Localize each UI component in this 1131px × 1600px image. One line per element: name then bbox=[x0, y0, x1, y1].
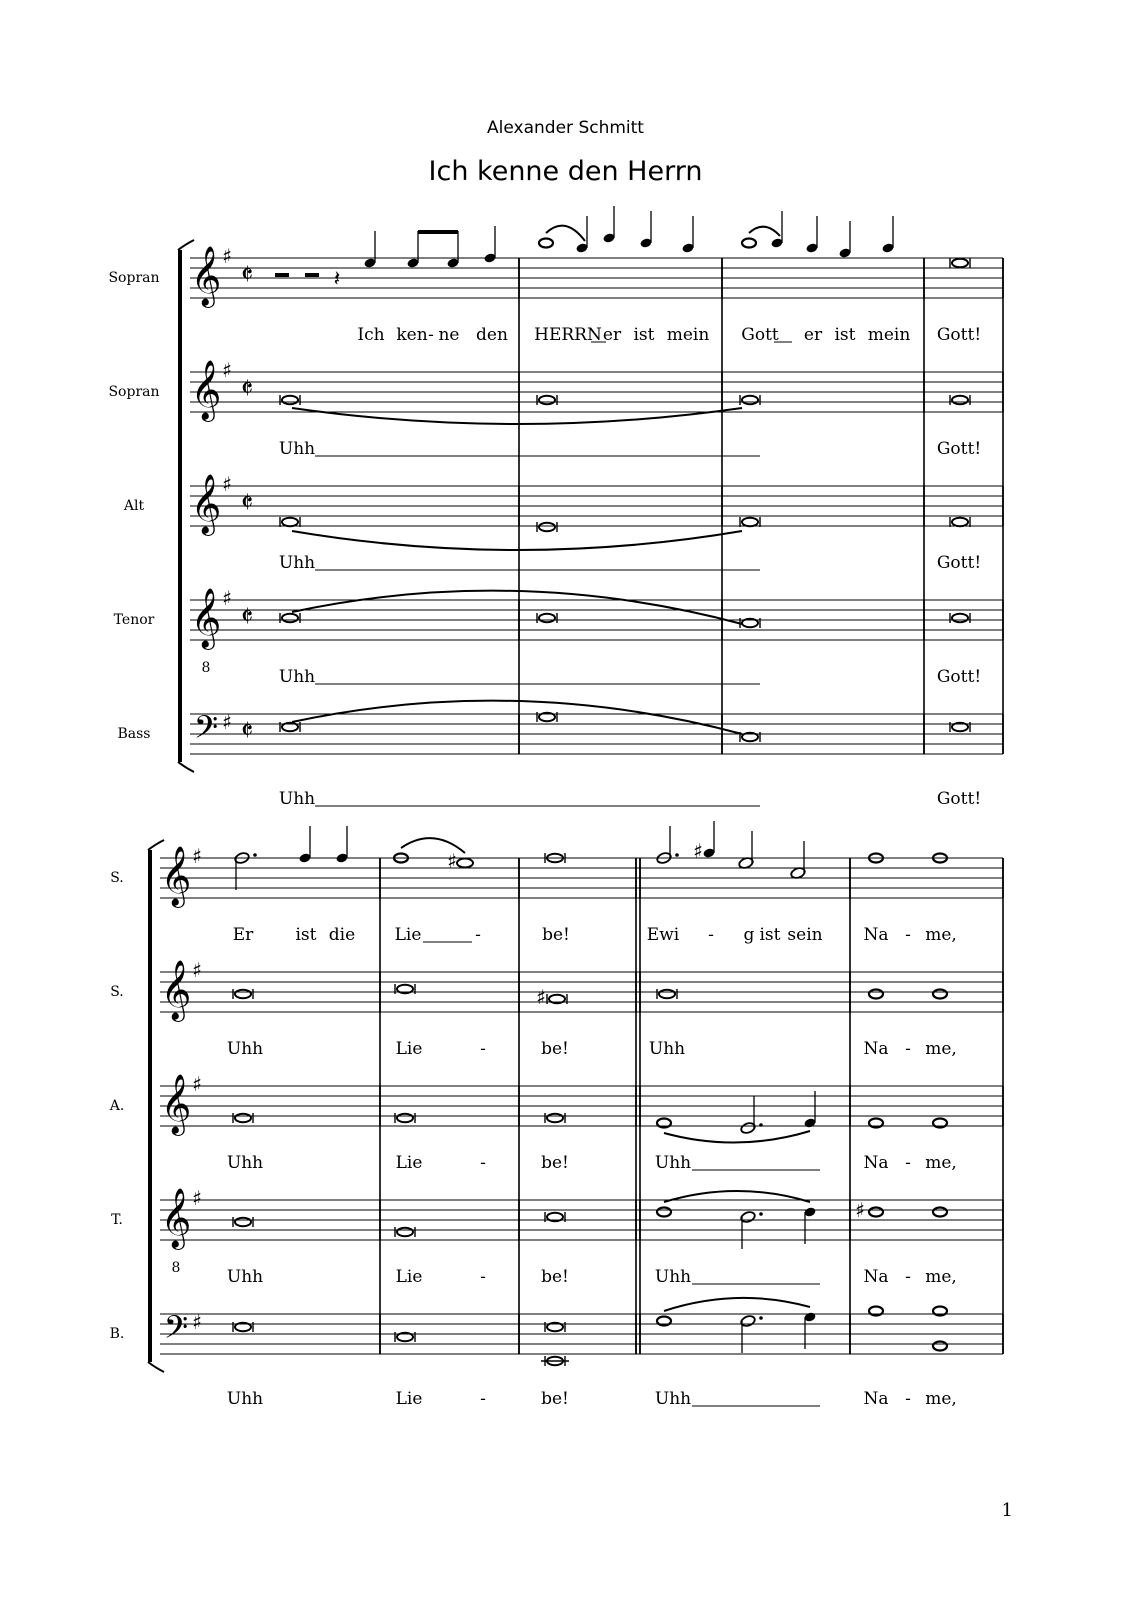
piece-title: Ich kenne den Herrn bbox=[428, 156, 703, 187]
bass-clef-icon: 𝄢 bbox=[193, 709, 219, 753]
treble-clef-icon: 𝄞 bbox=[190, 474, 222, 534]
cut-time-icon: 𝄵 bbox=[240, 486, 254, 519]
staff-label: Tenor bbox=[113, 612, 155, 628]
half-rest bbox=[275, 273, 289, 277]
cut-time-icon: 𝄵 bbox=[240, 258, 254, 291]
lyric-syllable: Gott! bbox=[936, 553, 982, 573]
whole-note bbox=[933, 1208, 947, 1217]
quarter-rest-icon: 𝄽 bbox=[333, 267, 341, 292]
lyric-syllable: Uhh bbox=[226, 1153, 264, 1173]
whole-note bbox=[657, 1208, 671, 1217]
sharp-sign: ♯ bbox=[693, 839, 703, 863]
dot bbox=[759, 1212, 763, 1216]
slur bbox=[664, 1131, 810, 1143]
lyric-syllable: Gott! bbox=[936, 667, 982, 687]
lyric-syllable: HERRN bbox=[534, 325, 602, 345]
sharp-sign: ♯ bbox=[192, 958, 202, 982]
lyric-syllable: Lie bbox=[395, 1153, 423, 1173]
breve-note bbox=[659, 990, 675, 998]
whole-note bbox=[933, 990, 947, 999]
lyric-syllable: ist bbox=[759, 925, 781, 945]
lyric-syllable: Lie bbox=[395, 1267, 423, 1287]
lyric-syllable: me, bbox=[925, 1267, 957, 1287]
lyric-syllable: Na bbox=[863, 925, 889, 945]
slur bbox=[292, 408, 742, 424]
lyric-syllable: - bbox=[428, 325, 434, 345]
staff-label: Alt bbox=[123, 498, 145, 514]
lyric-syllable: Uhh bbox=[648, 1039, 686, 1059]
bracket-bottom bbox=[148, 1362, 164, 1372]
lyric-syllable: me, bbox=[925, 1039, 957, 1059]
slur bbox=[292, 701, 742, 734]
treble-clef-icon: 𝄞 bbox=[160, 1074, 192, 1134]
sharp-sign: ♯ bbox=[192, 844, 202, 868]
lyric-syllable: g bbox=[743, 925, 755, 945]
cut-time-icon: 𝄵 bbox=[240, 600, 254, 633]
breve-note bbox=[952, 518, 968, 526]
lyric-syllable: Uhh bbox=[278, 667, 316, 687]
breve-note bbox=[282, 614, 298, 622]
lyric-syllable: Uhh bbox=[226, 1389, 264, 1409]
lyric-syllable: Na bbox=[863, 1267, 889, 1287]
breve-note bbox=[282, 518, 298, 526]
lyric-syllable: - bbox=[708, 925, 714, 945]
treble-clef-icon: 𝄞 bbox=[160, 960, 192, 1020]
lyric-syllable: me, bbox=[925, 1153, 957, 1173]
treble-clef-icon: 𝄞 bbox=[190, 588, 222, 648]
lyric-syllable: er bbox=[803, 325, 823, 345]
lyric-syllable: Lie bbox=[395, 1039, 423, 1059]
whole-note bbox=[539, 239, 553, 248]
lyric-syllable: - bbox=[480, 1153, 486, 1173]
lyric-syllable: mein bbox=[867, 325, 911, 345]
cut-time-icon: 𝄵 bbox=[240, 372, 254, 405]
lyric-syllable: ist bbox=[633, 325, 655, 345]
breve-note bbox=[282, 396, 298, 404]
lyric-syllable: - bbox=[905, 925, 911, 945]
lyric-syllable: Uhh bbox=[654, 1389, 692, 1409]
lyric-syllable: ken bbox=[396, 325, 428, 345]
breve-note bbox=[539, 523, 555, 531]
lyric-syllable: me, bbox=[925, 925, 957, 945]
lyric-syllable: Na bbox=[863, 1389, 889, 1409]
sharp-sign: ♯ bbox=[222, 710, 232, 734]
whole-note bbox=[742, 239, 756, 248]
staff-label: A. bbox=[109, 1098, 125, 1114]
whole-note bbox=[869, 1208, 883, 1217]
sharp-sign: ♯ bbox=[447, 849, 457, 873]
lyric-syllable: Gott! bbox=[936, 789, 982, 809]
lyric-syllable: be! bbox=[541, 1153, 569, 1173]
lyric-syllable: Na bbox=[863, 1039, 889, 1059]
lyric-syllable: Ich bbox=[357, 325, 385, 345]
lyric-syllable: Uhh bbox=[226, 1039, 264, 1059]
breve-note bbox=[742, 518, 758, 526]
sharp-sign: ♯ bbox=[222, 586, 232, 610]
lyric-syllable: er bbox=[602, 325, 622, 345]
lyric-syllable: Uhh bbox=[226, 1267, 264, 1287]
bass-clef-icon: 𝄢 bbox=[163, 1309, 189, 1353]
sharp-sign: ♯ bbox=[855, 1198, 865, 1222]
sharp-sign: ♯ bbox=[536, 985, 546, 1009]
slur bbox=[749, 227, 780, 236]
breve-note bbox=[539, 396, 555, 404]
system-2 bbox=[109, 821, 1003, 1409]
lyric-syllable: sein bbox=[787, 925, 823, 945]
slur bbox=[546, 226, 585, 241]
lyric-syllable: die bbox=[328, 925, 356, 945]
lyric-syllable: Er bbox=[232, 925, 254, 945]
lyric-syllable: Gott! bbox=[936, 439, 982, 459]
staff-label: Sopran bbox=[108, 384, 160, 400]
staff-label: S. bbox=[110, 870, 124, 886]
lyric-syllable: be! bbox=[541, 1267, 569, 1287]
lyric-syllable: Uhh bbox=[278, 553, 316, 573]
lyric-syllable: mein bbox=[666, 325, 710, 345]
lyric-syllable: - bbox=[475, 925, 481, 945]
bracket-bottom bbox=[178, 762, 194, 772]
lyric-syllable: ne bbox=[438, 325, 460, 345]
sharp-sign: ♯ bbox=[192, 1186, 202, 1210]
breve-note bbox=[235, 990, 251, 998]
octave-mark-icon: 8 bbox=[171, 1260, 181, 1276]
breve-note bbox=[547, 1114, 563, 1122]
breve-note bbox=[952, 259, 968, 267]
breve-note bbox=[952, 396, 968, 404]
breve-note bbox=[235, 1114, 251, 1122]
whole-note bbox=[457, 859, 473, 868]
slur bbox=[292, 531, 742, 550]
dot bbox=[759, 1123, 763, 1127]
lyric-syllable: ist bbox=[834, 325, 856, 345]
staff-label: B. bbox=[109, 1326, 125, 1342]
staff-label: Bass bbox=[117, 726, 151, 742]
lyric-syllable: Uhh bbox=[278, 789, 316, 809]
lyric-syllable: - bbox=[480, 1039, 486, 1059]
lyric-syllable: Uhh bbox=[278, 439, 316, 459]
treble-clef-icon: 𝄞 bbox=[160, 846, 192, 906]
treble-clef-icon: 𝄞 bbox=[160, 1188, 192, 1248]
lyric-syllable: Na bbox=[863, 1153, 889, 1173]
lyric-syllable: ist bbox=[295, 925, 317, 945]
lyric-syllable: Ewi bbox=[646, 925, 680, 945]
lyric-syllable: be! bbox=[542, 925, 570, 945]
lyric-syllable: Lie bbox=[394, 925, 422, 945]
breve-note bbox=[235, 1218, 251, 1226]
cut-time-icon: 𝄵 bbox=[240, 714, 254, 747]
slur bbox=[292, 591, 742, 624]
lyric-syllable: Uhh bbox=[654, 1267, 692, 1287]
lyric-syllable: - bbox=[905, 1267, 911, 1287]
breve-note bbox=[539, 614, 555, 622]
half-rest bbox=[305, 273, 319, 277]
dot bbox=[675, 853, 679, 857]
lyric-syllable: me, bbox=[925, 1389, 957, 1409]
lyric-syllable: - bbox=[905, 1039, 911, 1059]
whole-note bbox=[933, 1342, 947, 1351]
breve-note bbox=[397, 1114, 413, 1122]
sharp-sign: ♯ bbox=[222, 358, 232, 382]
sharp-sign: ♯ bbox=[222, 244, 232, 268]
lyric-syllable: - bbox=[480, 1389, 486, 1409]
dot bbox=[759, 1316, 763, 1320]
lyric-syllable: Uhh bbox=[654, 1153, 692, 1173]
system-1 bbox=[108, 206, 1003, 809]
treble-clef-icon: 𝄞 bbox=[190, 246, 222, 306]
sharp-sign: ♯ bbox=[222, 472, 232, 496]
breve-note bbox=[742, 396, 758, 404]
whole-note bbox=[869, 990, 883, 999]
lyric-syllable: be! bbox=[541, 1039, 569, 1059]
staff-label: T. bbox=[111, 1212, 123, 1228]
lyric-syllable: be! bbox=[541, 1389, 569, 1409]
lyric-syllable: den bbox=[476, 325, 508, 345]
lyric-syllable: - bbox=[905, 1389, 911, 1409]
lyric-syllable: Gott! bbox=[936, 325, 982, 345]
composer-name: Alexander Schmitt bbox=[487, 118, 644, 138]
lyric-syllable: Gott bbox=[741, 325, 779, 345]
lyric-syllable: - bbox=[905, 1153, 911, 1173]
page-number: 1 bbox=[1001, 1500, 1013, 1521]
breve-note bbox=[952, 614, 968, 622]
staff-label: Sopran bbox=[108, 270, 160, 286]
sharp-sign: ♯ bbox=[192, 1310, 202, 1334]
staff-label: S. bbox=[110, 984, 124, 1000]
lyric-syllable: - bbox=[480, 1267, 486, 1287]
lyric-syllable: Lie bbox=[395, 1389, 423, 1409]
sharp-sign: ♯ bbox=[192, 1072, 202, 1096]
breve-note bbox=[397, 1228, 413, 1236]
octave-mark-icon: 8 bbox=[201, 660, 211, 676]
treble-clef-icon: 𝄞 bbox=[190, 360, 222, 420]
beam bbox=[418, 230, 458, 234]
slur bbox=[664, 1298, 810, 1311]
dot bbox=[253, 853, 257, 857]
